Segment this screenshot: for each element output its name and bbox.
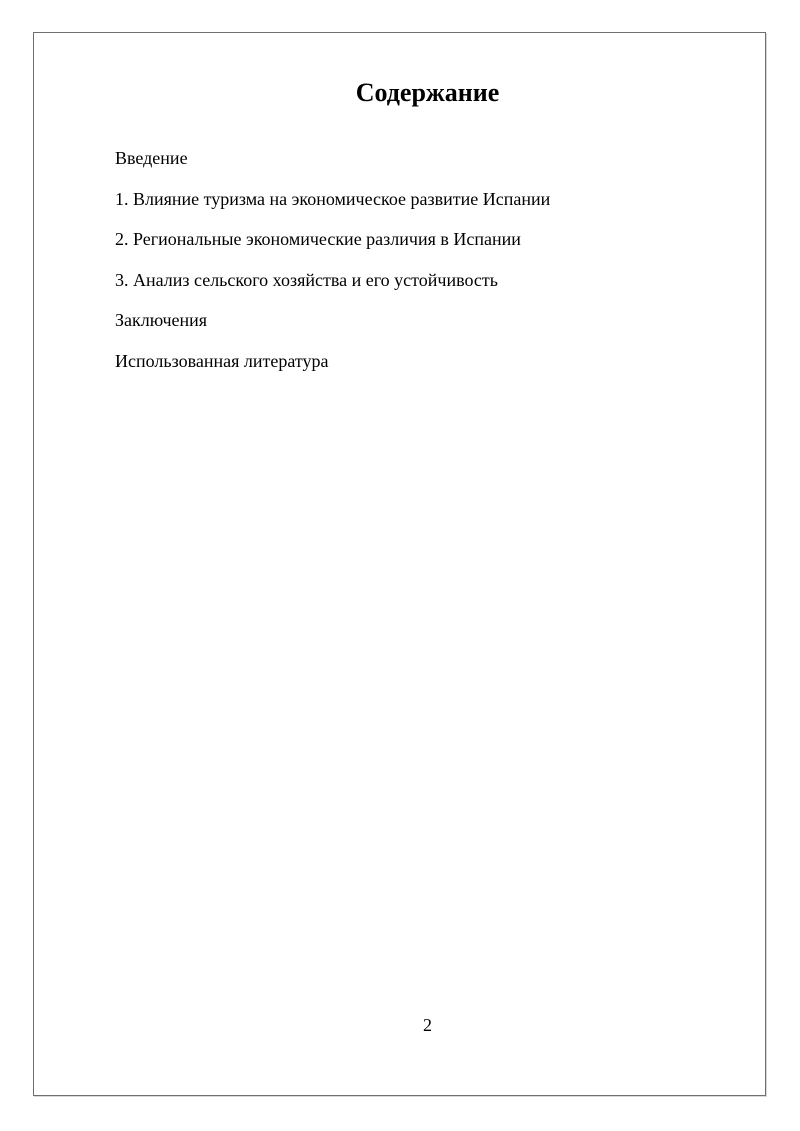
- toc-item-references: Использованная литература: [115, 350, 329, 371]
- toc-item-introduction: Введение: [115, 148, 188, 168]
- table-of-contents: [115, 146, 550, 389]
- toc-item-chapter-1: 1. Влияние туризма на экономическое развитие Испании: [115, 188, 551, 209]
- document-page: [33, 32, 766, 1096]
- page-title: Содержание: [355, 78, 500, 107]
- toc-item-conclusions: Заключения: [115, 310, 208, 330]
- page-number: 2: [423, 1015, 432, 1035]
- toc-item-chapter-3: 3. Анализ сельского хозяйства и его устойчивость: [115, 269, 498, 290]
- toc-item-chapter-2: 2. Региональные экономические различия в Испании: [115, 229, 521, 249]
